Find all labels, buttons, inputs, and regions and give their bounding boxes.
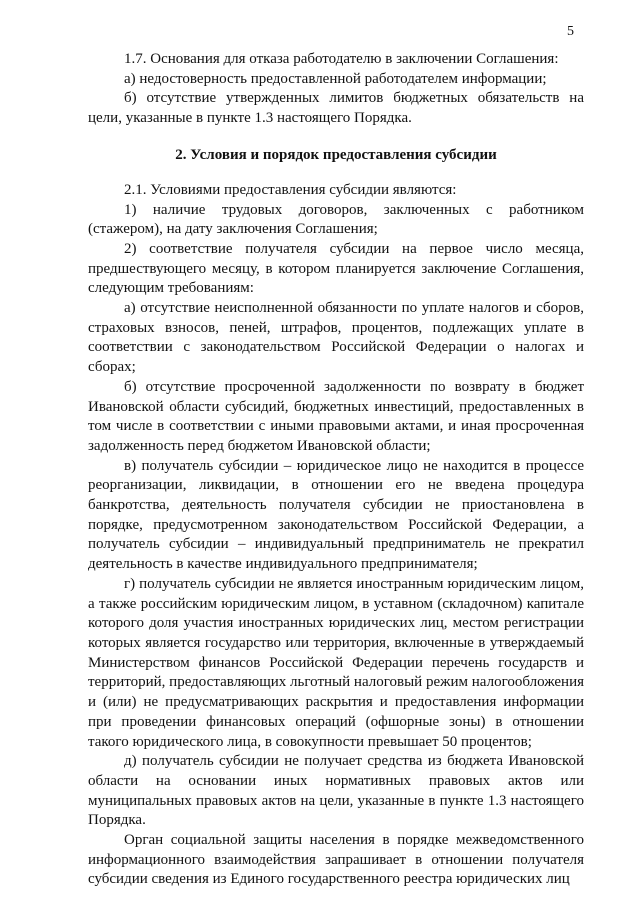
requirement-d: д) получатель субсидии не получает средства из бюджета Ивановской области на основании иных нормативных правовых актов или муниципальных правовых актов на цели, указанные в пункте 1.3 настоящего Порядка. bbox=[88, 753, 584, 829]
document-body bbox=[88, 50, 584, 890]
requirement-g: г) получатель субсидии не является иностранным юридическим лицом, а также российским юридическим лицом, в уставном (складочном) капитале которого доля участия иностранных юридических лиц, местом регистрации которых является государство или территория, включенные в утверждаемый Министерством финансов Российской Федерации перечень государств и территорий, предоставляющих льготный налоговый режим налогообложения и (или) не предусматривающих раскрытия и предоставления информации при проведении финансовых операций (офшорные зоны) в отношении такого юридического лица, в совокупности превышает 50 процентов; bbox=[88, 575, 584, 750]
section-2-intro: 2.1. Условиями предоставления субсидии являются: bbox=[124, 181, 457, 198]
requirement-a: а) отсутствие неисполненной обязанности по уплате налогов и сборов, страховых взносов, пеней, штрафов, процентов, подлежащих уплате в соответствии с законодательством Российской Федерации о налогах и сборах; bbox=[88, 300, 584, 376]
condition-1: 1) наличие трудовых договоров, заключенных с работником (стажером), на дату заключения Соглашения; bbox=[88, 201, 584, 238]
item-1-7-title: 1.7. Основания для отказа работодателю в заключении Соглашения: bbox=[124, 51, 559, 67]
section-2-heading: 2. Условия и порядок предоставления субсидии bbox=[175, 146, 497, 163]
item-1-7-a: а) недостоверность предоставленной работодателем информации; bbox=[124, 70, 547, 87]
organ-paragraph: Орган социальной защиты населения в порядке межведомственного информационного взаимодействия запрашивает в отношении получателя субсидии сведения из Единого государственного реестра юридических лиц bbox=[88, 832, 584, 888]
condition-2: 2) соответствие получателя субсидии на первое число месяца, предшествующего месяцу, в котором планируется заключение Соглашения, следующим требованиям: bbox=[88, 240, 584, 297]
page-number: 5 bbox=[567, 24, 574, 39]
requirement-v: в) получатель субсидии – юридическое лицо не находится в процессе реорганизации, ликвидации, в отношении его не введена процедура банкротства, деятельность получателя субсидии не приостановлена в порядке, предусмотренном законодательством Российской Федерации, а получатель субсидии – индивидуальный предприниматель не прекратил деятельность в качестве индивидуального предпринимателя; bbox=[88, 457, 584, 573]
item-1-7-b: б) отсутствие утвержденных лимитов бюджетных обязательств на цели, указанные в пункте 1.3 настоящего Порядка. bbox=[88, 90, 584, 127]
requirement-b: б) отсутствие просроченной задолженности по возврату в бюджет Ивановской области субсидий, бюджетных инвестиций, предоставленных в том числе в соответствии с иными правовыми актами, и иная просроченная задолженность перед бюджетом Ивановской области; bbox=[88, 378, 584, 454]
